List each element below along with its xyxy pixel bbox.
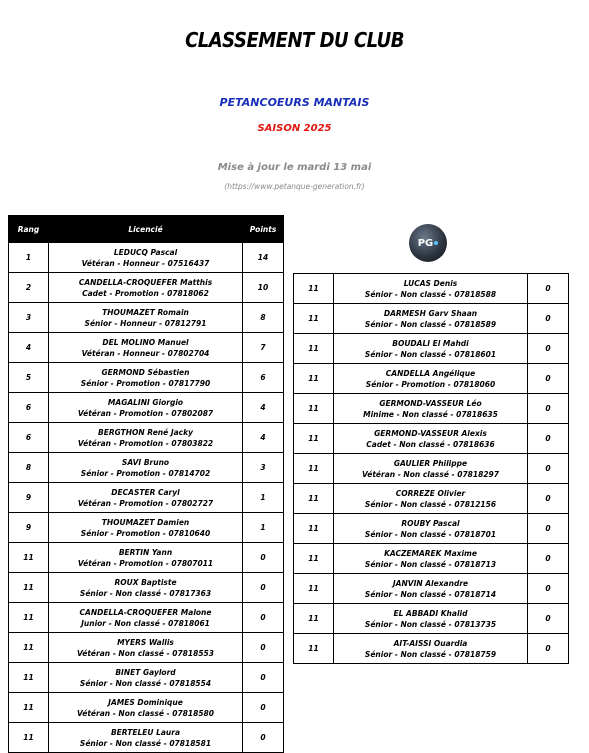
licensee-cell (49, 633, 243, 663)
table-row (294, 544, 569, 574)
table-row (9, 723, 284, 753)
table-row (294, 424, 569, 454)
player-detail: Sénior - Honneur - 07812791 (84, 319, 207, 328)
rank-cell: 11 (294, 274, 334, 304)
points-cell: 0 (528, 604, 569, 634)
player-name: MYERS Wallis (117, 638, 174, 647)
rank-cell: 11 (294, 364, 334, 394)
column-header-rank: Rang (9, 216, 49, 243)
player-name: GERMOND-VASSEUR Léo (379, 399, 482, 408)
player-detail: Sénior - Promotion - 07814702 (80, 469, 211, 478)
licensee-cell (334, 604, 528, 634)
player-detail: Cadet - Promotion - 07818062 (82, 289, 209, 298)
rank-cell: 6 (9, 423, 49, 453)
rank-cell: 11 (294, 604, 334, 634)
points-cell: 0 (243, 663, 284, 693)
points-cell: 3 (243, 453, 284, 483)
table-row (294, 334, 569, 364)
player-detail: Sénior - Non classé - 07818701 (364, 530, 497, 539)
player-detail: Minime - Non classé - 07818635 (363, 410, 498, 419)
licensee-cell (49, 273, 243, 303)
licensee-cell (334, 544, 528, 574)
player-name: BERTIN Yann (118, 548, 173, 557)
table-row (9, 243, 284, 273)
rank-cell: 5 (9, 363, 49, 393)
logo-text: PG (417, 237, 434, 249)
rank-cell: 2 (9, 273, 49, 303)
rank-cell: 11 (294, 574, 334, 604)
rank-cell: 11 (294, 304, 334, 334)
licensee-cell (49, 603, 243, 633)
licensee-cell (49, 393, 243, 423)
player-name: GERMOND Sébastien (101, 368, 190, 377)
licensee-cell (334, 424, 528, 454)
rank-cell: 6 (9, 393, 49, 423)
points-cell: 0 (243, 543, 284, 573)
table-row (294, 484, 569, 514)
rank-cell: 11 (294, 634, 334, 664)
player-name: THOUMAZET Romain (102, 308, 189, 317)
table-row (9, 543, 284, 573)
licensee-cell (334, 274, 528, 304)
player-name: EL ABBADI Khalid (393, 609, 468, 618)
player-detail: Vétéran - Non classé - 07818297 (361, 470, 499, 479)
player-name: MAGALINI Giorgio (107, 398, 184, 407)
points-cell: 0 (528, 274, 569, 304)
player-detail: Sénior - Non classé - 07818554 (79, 679, 212, 688)
player-detail: Vétéran - Honneur - 07802704 (81, 349, 210, 358)
rank-cell: 8 (9, 453, 49, 483)
points-cell: 0 (243, 603, 284, 633)
player-detail: Vétéran - Promotion - 07807011 (77, 559, 214, 568)
player-name: GERMOND-VASSEUR Alexis (374, 429, 487, 438)
player-detail: Sénior - Non classé - 07817363 (79, 589, 212, 598)
table-row (294, 394, 569, 424)
table-row (294, 274, 569, 304)
points-cell: 0 (528, 514, 569, 544)
player-detail: Vétéran - Promotion - 07802727 (77, 499, 214, 508)
table-row (9, 363, 284, 393)
player-detail: Sénior - Promotion - 07817790 (80, 379, 211, 388)
player-detail: Junior - Non classé - 07818061 (81, 619, 210, 628)
points-cell: 0 (528, 454, 569, 484)
points-cell: 0 (528, 574, 569, 604)
points-cell: 0 (528, 424, 569, 454)
table-row (294, 364, 569, 394)
points-cell: 1 (243, 483, 284, 513)
player-detail: Sénior - Non classé - 07818714 (364, 590, 497, 599)
logo-dot-icon (434, 241, 438, 245)
rank-cell: 3 (9, 303, 49, 333)
licensee-cell (49, 573, 243, 603)
rank-cell: 11 (9, 573, 49, 603)
table-row (9, 483, 284, 513)
licensee-cell (49, 363, 243, 393)
player-name: BINET Gaylord (115, 668, 176, 677)
table-row (9, 453, 284, 483)
player-detail: Sénior - Non classé - 07813735 (364, 620, 497, 629)
table-row (9, 423, 284, 453)
player-detail: Vétéran - Promotion - 07802087 (77, 409, 214, 418)
player-name: SAVI Bruno (121, 458, 170, 467)
points-cell: 0 (243, 573, 284, 603)
player-detail: Sénior - Promotion - 07818060 (365, 380, 496, 389)
player-name: CANDELLA Angélique (385, 369, 476, 378)
points-cell: 0 (243, 693, 284, 723)
ranking-table-left (8, 215, 284, 753)
rank-cell: 11 (294, 484, 334, 514)
rank-cell: 1 (9, 243, 49, 273)
player-name: CANDELLA-CROQUEFER Matthis (78, 278, 213, 287)
player-detail: Sénior - Non classé - 07818601 (364, 350, 497, 359)
player-name: BERGTHON René Jacky (98, 428, 193, 437)
licensee-cell (49, 663, 243, 693)
player-detail: Vétéran - Honneur - 07516437 (81, 259, 210, 268)
player-name: BERTELEU Laura (110, 728, 181, 737)
player-name: CORREZE Olivier (395, 489, 466, 498)
licensee-cell (334, 364, 528, 394)
player-name: DARMESH Garv Shaan (383, 309, 478, 318)
licensee-cell (49, 723, 243, 753)
table-row (294, 604, 569, 634)
licensee-cell (49, 243, 243, 273)
player-detail: Vétéran - Non classé - 07818580 (76, 709, 214, 718)
points-cell: 4 (243, 423, 284, 453)
player-name: LEDUCQ Pascal (113, 248, 178, 257)
licensee-cell (334, 574, 528, 604)
table-row (9, 693, 284, 723)
player-detail: Sénior - Non classé - 07818759 (364, 650, 497, 659)
player-detail: Sénior - Non classé - 07818588 (364, 290, 497, 299)
licensee-cell (334, 454, 528, 484)
licensee-cell (49, 423, 243, 453)
table-header-row (9, 216, 284, 243)
points-cell: 7 (243, 333, 284, 363)
licensee-cell (49, 513, 243, 543)
licensee-cell (49, 303, 243, 333)
points-cell: 0 (528, 334, 569, 364)
licensee-cell (334, 394, 528, 424)
points-cell: 8 (243, 303, 284, 333)
rank-cell: 4 (9, 333, 49, 363)
player-detail: Vétéran - Non classé - 07818553 (76, 649, 214, 658)
points-cell: 14 (243, 243, 284, 273)
player-detail: Sénior - Non classé - 07812156 (364, 500, 497, 509)
player-name: BOUDALI El Mahdi (392, 339, 469, 348)
rank-cell: 11 (9, 543, 49, 573)
table-row (9, 303, 284, 333)
points-cell: 0 (528, 394, 569, 424)
player-name: DECASTER Caryl (111, 488, 180, 497)
season-label: SAISON 2025 (257, 123, 332, 134)
table-row (9, 513, 284, 543)
points-cell: 0 (528, 544, 569, 574)
rank-cell: 9 (9, 483, 49, 513)
table-row (9, 663, 284, 693)
table-row (9, 273, 284, 303)
rank-cell: 11 (294, 424, 334, 454)
table-row (294, 514, 569, 544)
player-detail: Sénior - Non classé - 07818713 (364, 560, 497, 569)
table-row (9, 333, 284, 363)
licensee-cell (334, 514, 528, 544)
licensee-cell (49, 543, 243, 573)
licensee-cell (49, 453, 243, 483)
points-cell: 1 (243, 513, 284, 543)
player-name: AIT-AISSI Ouardia (393, 639, 468, 648)
player-detail: Cadet - Non classé - 07818636 (366, 440, 495, 449)
player-name: ROUX Baptiste (114, 578, 177, 587)
ranking-table-right (293, 273, 569, 664)
player-name: JANVIN Alexandre (392, 579, 469, 588)
player-name: KACZEMAREK Maxime (384, 549, 477, 558)
table-row (9, 573, 284, 603)
points-cell: 0 (528, 634, 569, 664)
points-cell: 6 (243, 363, 284, 393)
points-cell: 0 (528, 364, 569, 394)
points-cell: 0 (528, 304, 569, 334)
rank-cell: 11 (9, 633, 49, 663)
player-name: THOUMAZET Damien (101, 518, 190, 527)
player-detail: Sénior - Non classé - 07818581 (79, 739, 212, 748)
rank-cell: 11 (294, 544, 334, 574)
pg-logo-icon (409, 224, 447, 262)
source-link[interactable]: (https://www.petanque-generation.fr) (224, 182, 365, 191)
licensee-cell (49, 333, 243, 363)
page-title: CLASSEMENT DU CLUB (185, 28, 404, 53)
points-cell: 0 (243, 723, 284, 753)
points-cell: 0 (528, 484, 569, 514)
player-name: ROUBY Pascal (401, 519, 460, 528)
table-row (294, 304, 569, 334)
licensee-cell (334, 334, 528, 364)
player-detail: Vétéran - Promotion - 07803822 (77, 439, 214, 448)
licensee-cell (334, 484, 528, 514)
licensee-cell (334, 304, 528, 334)
points-cell: 0 (243, 633, 284, 663)
column-header-points: Points (243, 216, 284, 243)
rank-cell: 9 (9, 513, 49, 543)
licensee-cell (334, 634, 528, 664)
points-cell: 4 (243, 393, 284, 423)
player-name: DEL MOLINO Manuel (102, 338, 189, 347)
rank-cell: 11 (9, 723, 49, 753)
rank-cell: 11 (9, 693, 49, 723)
rank-cell: 11 (294, 394, 334, 424)
licensee-cell (49, 693, 243, 723)
table-row (9, 393, 284, 423)
rank-cell: 11 (9, 663, 49, 693)
table-row (294, 574, 569, 604)
licensee-cell (49, 483, 243, 513)
rank-cell: 11 (294, 334, 334, 364)
table-row (294, 634, 569, 664)
column-header-licensee: Licencié (49, 216, 243, 243)
points-cell: 10 (243, 273, 284, 303)
player-detail: Sénior - Non classé - 07818589 (364, 320, 497, 329)
club-name: PETANCOEURS MANTAIS (219, 96, 370, 109)
player-name: JAMES Dominique (108, 698, 183, 707)
player-name: LUCAS Denis (403, 279, 458, 288)
player-name: GAULIER Philippe (393, 459, 468, 468)
rank-cell: 11 (9, 603, 49, 633)
rank-cell: 11 (294, 454, 334, 484)
table-row (9, 633, 284, 663)
table-row (294, 454, 569, 484)
table-row (9, 603, 284, 633)
rank-cell: 11 (294, 514, 334, 544)
player-detail: Sénior - Promotion - 07810640 (80, 529, 211, 538)
update-date: Mise à jour le mardi 13 mai (217, 162, 372, 173)
player-name: CANDELLA-CROQUEFER Malone (79, 608, 212, 617)
